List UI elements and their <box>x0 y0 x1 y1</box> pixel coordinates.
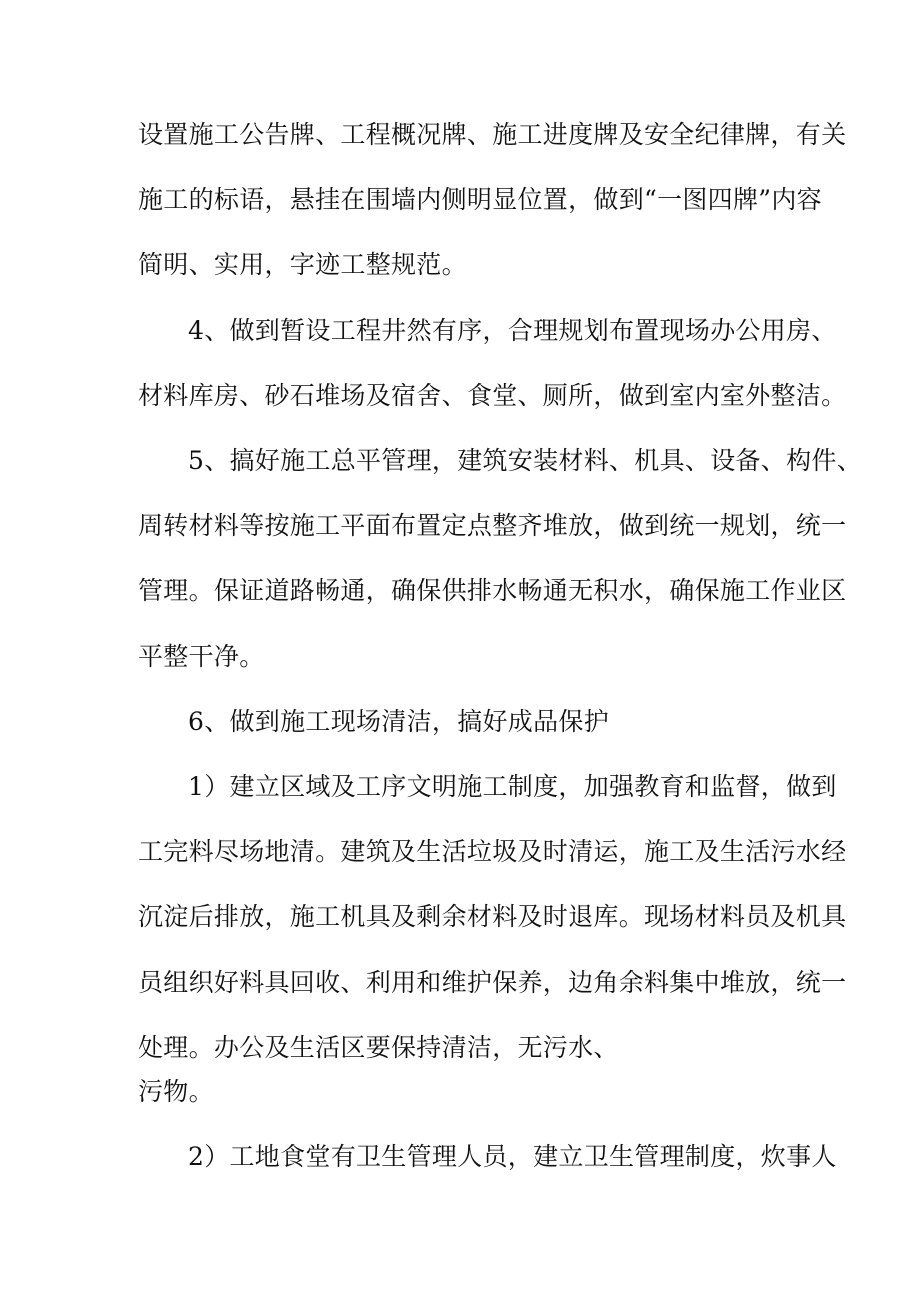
text-line: 沉淀后排放，施工机具及剩余材料及时退库。现场材料员及机具 <box>138 902 847 931</box>
text-line: 周转材料等按施工平面布置定点整齐堆放，做到统一规划，统一 <box>138 511 847 540</box>
text-line: 施工的标语，悬挂在围墙内侧明显位置，做到“一图四牌”内容 <box>138 185 822 214</box>
item-1-start: 1）建立区域及工序文明施工制度，加强教育和监督，做到 <box>188 772 837 801</box>
text-line: 平整干净。 <box>138 642 265 671</box>
text-line: 材料库房、砂石堆场及宿舍、食堂、厕所，做到室内室外整洁。 <box>138 381 847 410</box>
text-line: 简明、实用，字迹工整规范。 <box>138 250 467 279</box>
paragraph-6-heading: 6、做到施工现场清洁，搞好成品保护 <box>188 707 610 736</box>
paragraph-5-start: 5、搞好施工总平管理，建筑安装材料、机具、设备、构件、 <box>188 446 863 475</box>
paragraph-4-start: 4、做到暂设工程井然有序，合理规划布置现场办公用房、 <box>188 316 837 345</box>
text-line: 设置施工公告牌、工程概况牌、施工进度牌及安全纪律牌，有关 <box>138 120 847 149</box>
text-line: 处理。办公及生活区要保持清洁，无污水、 <box>138 1033 619 1062</box>
text-line: 员组织好料具回收、利用和维护保养，边角余料集中堆放，统一 <box>138 968 847 997</box>
item-2-start: 2）工地食堂有卫生管理人员，建立卫生管理制度，炊事人 <box>188 1142 837 1171</box>
text-line: 工完料尽场地清。建筑及生活垃圾及时清运，施工及生活污水经 <box>138 837 847 866</box>
text-line: 管理。保证道路畅通，确保供排水畅通无积水，确保施工作业区 <box>138 576 847 605</box>
text-line: 污物。 <box>138 1077 214 1106</box>
